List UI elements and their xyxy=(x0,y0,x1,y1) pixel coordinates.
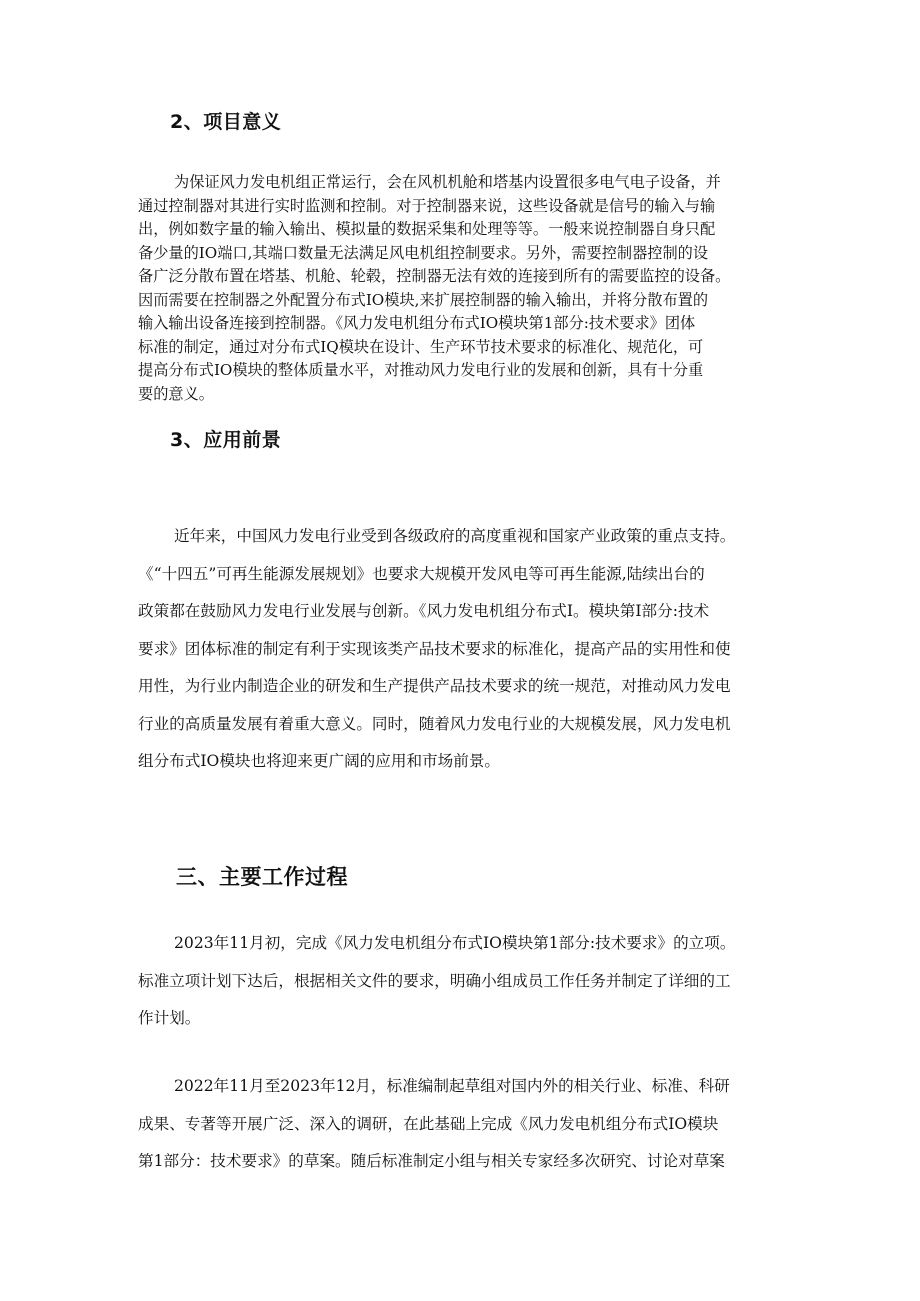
paragraph-line: 近年来，中国风力发电行业受到各级政府的高度重视和国家产业政策的重点支持。 xyxy=(174,527,736,545)
paragraph-line: 第1部分：技术要求》的草案。随后标准制定小组与相关专家经多次研究、讨论对草案 xyxy=(138,1152,725,1171)
paragraph-line: 通过控制器对其进行实时监测和控制。对于控制器来说，这些设备就是信号的输入与输 xyxy=(138,196,716,215)
paragraph-line: 出，例如数字量的输入输出、模拟量的数据采集和处理等等。一般来说控制器自身只配 xyxy=(138,220,716,238)
paragraph-line: 用性，为行业内制造企业的研发和生产提供产品技术要求的统一规范，对推动风力发电 xyxy=(138,677,731,695)
paragraph-line: 要的意义。 xyxy=(138,384,214,403)
paragraph-line: 为保证风力发电机组正常运行，会在风机机舱和塔基内设置很多电气电子设备，并 xyxy=(174,173,721,191)
section-heading-application-prospects: 3、应用前景 xyxy=(170,429,282,451)
paragraph-project-significance xyxy=(138,171,788,406)
paragraph-application-prospects xyxy=(138,518,788,781)
paragraph-line: 标准立项计划下达后，根据相关文件的要求，明确小组成员工作任务并制定了详细的工 xyxy=(138,971,731,990)
paragraph-line: 作计划。 xyxy=(138,1009,201,1028)
paragraph-line: 备少量的IO端口,其端口数量无法满足风电机组控制要求。另外，需要控制器控制的设 xyxy=(138,243,709,262)
chapter-heading-main-work-process: 三、主要工作过程 xyxy=(176,865,348,889)
paragraph-line: 2022年11月至2023年12月，标准编制起草组对国内外的相关行业、标准、科研 xyxy=(174,1077,730,1095)
paragraph-line: 组分布式IO模块也将迎来更广阔的应用和市场前景。 xyxy=(138,752,501,770)
paragraph-work-process-1 xyxy=(138,925,788,1038)
paragraph-line: 标准的制定，通过对分布式IQ模块在设计、生产环节技术要求的标准化、规范化，可 xyxy=(138,337,704,356)
paragraph-line: 政策都在鼓励风力发电行业发展与创新。《风力发电机组分布式I。模块第I部分:技术 xyxy=(138,602,710,620)
paragraph-line: 提高分布式IO模块的整体质量水平，对推动风力发电行业的发展和创新，具有十分重 xyxy=(138,361,704,379)
paragraph-line: 备广泛分散布置在塔基、机舱、轮毂，控制器无法有效的连接到所有的需要监控的设备。 xyxy=(138,267,731,285)
paragraph-line: 行业的高质量发展有着重大意义。同时，随着风力发电行业的大规模发展，风力发电机 xyxy=(138,714,731,733)
paragraph-line: 《“十四五”可再生能源发展规划》也要求大规模开发风电等可再生能源,陆续出台的 xyxy=(138,564,705,583)
paragraph-line: 2023年11月初，完成《风力发电机组分布式IO模块第1部分:技术要求》的立项。 xyxy=(174,934,736,952)
paragraph-line: 输入输出设备连接到控制器。《风力发电机组分布式IO模块第1部分:技术要求》团体 xyxy=(138,314,696,332)
paragraph-line: 成果、专著等开展广泛、深入的调研，在此基础上完成《风力发电机组分布式IO模块 xyxy=(138,1114,719,1133)
paragraph-line: 要求》团体标准的制定有利于实现该类产品技术要求的标准化，提高产品的实用性和使 xyxy=(138,639,731,658)
paragraph-line: 因而需要在控制器之外配置分布式IO模块,来扩展控制器的输入输出，并将分散布置的 xyxy=(138,290,709,309)
section-heading-project-significance: 2、项目意义 xyxy=(170,111,282,133)
paragraph-work-process-2 xyxy=(138,1068,788,1181)
